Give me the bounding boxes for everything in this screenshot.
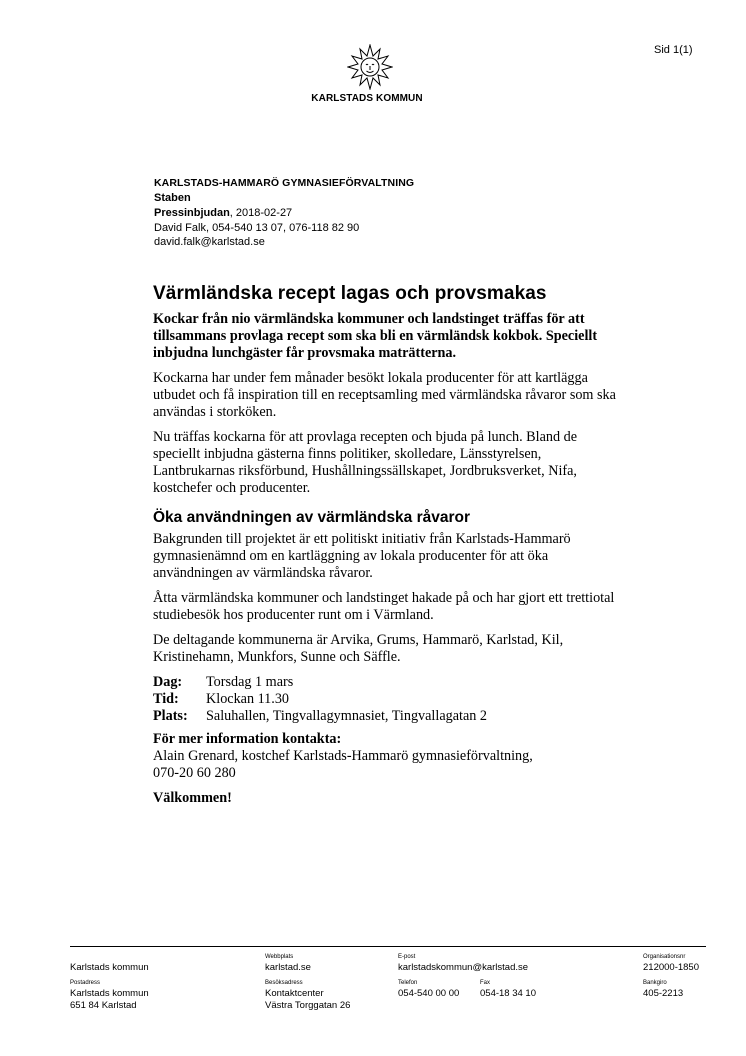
footer-visit-line2: Västra Torggatan 26 — [265, 1000, 351, 1011]
closing: Välkommen! — [153, 790, 232, 806]
footer-web-label: Webbplats — [265, 954, 294, 960]
more-info-line: Alain Grenard, kostchef Karlstads-Hammarö gymnasieförvaltning, — [153, 748, 533, 764]
footer-orgnr: 212000-1850 — [643, 962, 699, 973]
footer-name: Karlstads kommun — [70, 962, 149, 973]
event-day: Torsdag 1 mars — [206, 674, 294, 690]
more-info-heading: För mer information kontakta: — [153, 731, 342, 747]
footer-fax-label: Fax — [480, 980, 491, 986]
article — [153, 285, 623, 807]
footer-visit-label: Besöksadress — [265, 980, 303, 986]
footer-phone: 054-540 00 00 — [398, 988, 460, 999]
article-subheading: Öka användningen av värmländska råvaror — [153, 509, 471, 526]
article-paragraph: Nu träffas kockarna för att provlaga recepten och bjuda på lunch. Bland de speciellt inbjudna gästerna finns politiker, skolledare, Länsstyrelsen, Lantbrukarnas riksförbund, Hushållningssällskapet, Jordbruksverket, Nifa, kostchefer och producenter. — [153, 429, 578, 496]
page-number: Sid 1(1) — [654, 44, 693, 56]
footer-web: karlstad.se — [265, 962, 311, 973]
sender-organisation: KARLSTADS-HAMMARÖ GYMNASIEFÖRVALTNING — [154, 177, 415, 189]
footer-bankgiro: 405-2213 — [643, 988, 684, 999]
footer-email: karlstadskommun@karlstad.se — [398, 962, 529, 973]
footer-email-label: E-post — [398, 954, 416, 960]
more-info — [153, 731, 623, 782]
footer-fax: 054-18 34 10 — [480, 988, 536, 999]
sender-email: david.falk@karlstad.se — [154, 236, 265, 248]
sun-emblem-icon — [347, 44, 393, 90]
article-paragraph: Kockarna har under fem månader besökt lokala producenter för att kartlägga utbudet och få inspiration till en receptsamling med värmländska råvaror som ska användas i storköken. — [153, 370, 616, 420]
footer-bankgiro-label: Bankgiro — [643, 980, 667, 986]
doc-date: , 2018-02-27 — [229, 207, 293, 219]
article-paragraph: De deltagande kommunerna är Arvika, Grums, Hammarö, Karlstad, Kil, Kristinehamn, Munkfors, Sunne och Säffle. — [153, 632, 564, 665]
event-time-row — [153, 691, 623, 708]
event-place-row — [153, 708, 623, 725]
sender-department: Staben — [154, 192, 191, 204]
sender-block — [154, 176, 414, 249]
event-place: Saluhallen, Tingvallagymnasiet, Tingvallagatan 2 — [206, 708, 487, 724]
footer-orgnr-label: Organisationsnr — [643, 954, 686, 960]
footer-post-line1: Karlstads kommun — [70, 988, 149, 999]
logo-text: KARLSTADS KOMMUN — [311, 93, 423, 104]
event-day-row — [153, 674, 623, 691]
article-lead: Kockar från nio värmländska kommuner och landstinget träffas för att tillsammans provlaga recept som ska bli en värmländsk kokbok. Speciellt inbjudna lunchgäster får provsmaka maträtterna. — [153, 311, 598, 361]
event-time: Klockan 11.30 — [206, 691, 290, 707]
article-paragraph: Åtta värmländska kommuner och landstinget hakade på och har gjort ett trettiotal studiebesök hos producenter runt om i Värmland. — [153, 590, 615, 623]
event-day-label: Dag: — [153, 674, 183, 690]
article-paragraph: Bakgrunden till projektet är ett politiskt initiativ från Karlstads-Hammarö gymnasienämnd om en kartläggning av lokala producenter för att öka användningen av värmländska råvaror. — [153, 531, 571, 581]
footer-visit-line1: Kontaktcenter — [265, 988, 324, 999]
event-details — [153, 674, 623, 725]
footer-phone-label: Telefon — [398, 980, 418, 986]
sender-doc-line — [154, 206, 414, 221]
sender-contact: David Falk, 054-540 13 07, 076-118 82 90 — [154, 222, 360, 234]
article-title: Värmländska recept lagas och provsmakas — [153, 283, 547, 304]
footer-divider — [70, 946, 706, 947]
more-info-line: 070-20 60 280 — [153, 765, 236, 781]
event-time-label: Tid: — [153, 691, 179, 707]
logo — [330, 44, 410, 90]
event-place-label: Plats: — [153, 708, 188, 724]
doc-type: Pressinbjudan — [154, 207, 230, 219]
footer-post-label: Postadress — [70, 980, 101, 986]
footer-post-line2: 651 84 Karlstad — [70, 1000, 137, 1011]
